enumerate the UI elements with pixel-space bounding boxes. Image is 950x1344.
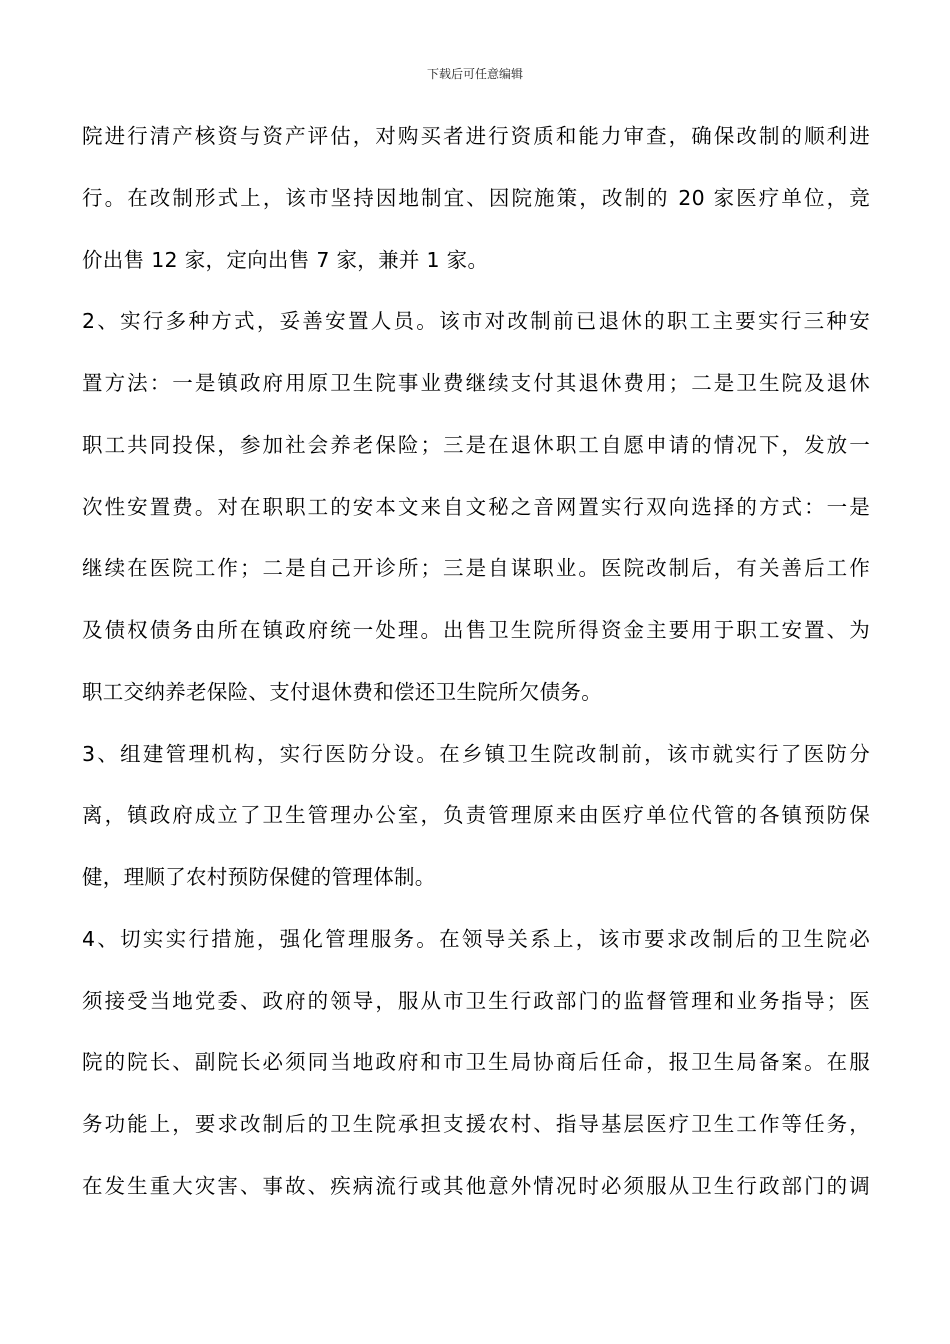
body-text [82,116,870,1228]
text-line: 置方法：一是镇政府用原卫生院事业费继续支付其退休费用；二是卫生院及退休 [82,371,870,395]
text-line: 价出售 12 家，定向出售 7 家，兼并 1 家。 [82,247,489,272]
text-line: 离，镇政府成立了卫生管理办公室，负责管理原来由医疗单位代管的各镇预防保 [82,803,870,828]
text-line: 2、实行多种方式，妥善安置人员。该市对改制前已退休的职工主要实行三种安 [82,309,870,334]
text-line: 健，理顺了农村预防保健的管理体制。 [82,865,436,889]
text-line: 职工共同投保，参加社会养老保险；三是在退休职工自愿申请的情况下，发放一 [82,432,870,457]
text-line: 院进行清产核资与资产评估，对购买者进行资质和能力审查，确保改制的顺利进 [82,124,870,148]
text-line: 3、组建管理机构，实行医防分设。在乡镇卫生院改制前，该市就实行了医防分 [82,741,870,766]
text-line: 4、切实实行措施，强化管理服务。在领导关系上，该市要求改制后的卫生院必 [82,926,870,951]
text-line: 职工交纳养老保险、支付退休费和偿还卫生院所欠债务。 [82,679,602,704]
text-line: 及债权债务由所在镇政府统一处理。出售卫生院所得资金主要用于职工安置、为 [82,618,870,642]
text-line: 继续在医院工作；二是自己开诊所；三是自谋职业。医院改制后，有关善后工作 [82,556,870,581]
page-header: 下载后可任意编辑 [426,67,523,81]
text-line: 在发生重大灾害、事故、疾病流行或其他意外情况时必须服从卫生行政部门的调 [82,1173,870,1198]
text-line: 务功能上，要求改制后的卫生院承担支援农村、指导基层医疗卫生工作等任务， [82,1112,870,1136]
text-line: 院的院长、副院长必须同当地政府和市卫生局协商后任命，报卫生局备案。在服 [82,1050,870,1075]
text-line: 行。在改制形式上，该市坚持因地制宜、因院施策，改制的 20 家医疗单位，竞 [82,185,870,210]
text-line: 次性安置费。对在职职工的安本文来自文秘之音网置实行双向选择的方式：一是 [82,494,870,519]
text-line: 须接受当地党委、政府的领导，服从市卫生行政部门的监督管理和业务指导；医 [82,988,870,1013]
